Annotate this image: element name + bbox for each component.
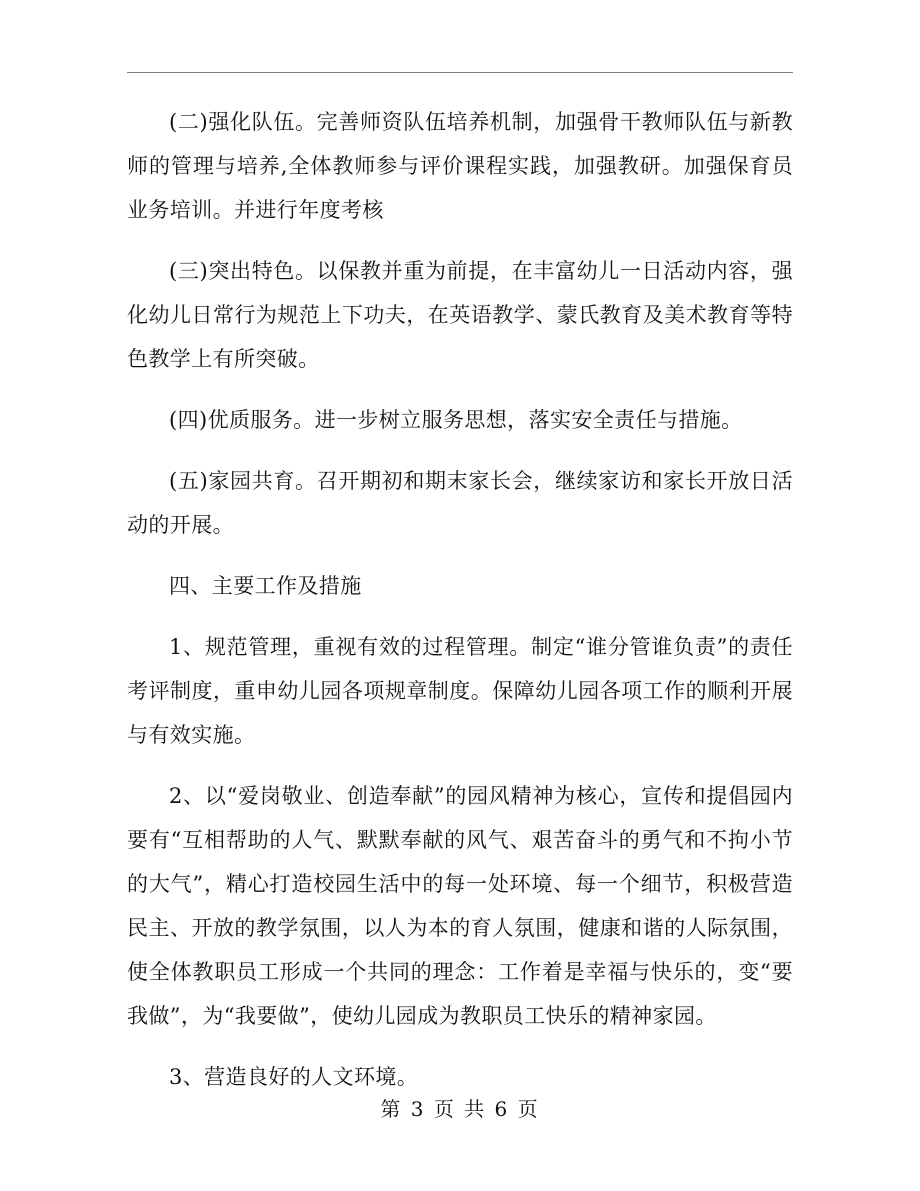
page-number: 第 3 页 共 6 页 xyxy=(380,1097,540,1121)
paragraph-home-school: (五)家园共育。召开期初和期末家长会，继续家访和家长开放日活动的开展。 xyxy=(127,469,793,537)
paragraph-quality-service: (四)优质服务。进一步树立服务思想，落实安全责任与措施。 xyxy=(169,408,743,432)
header-rule xyxy=(127,72,793,73)
section-heading-main-work: 四、主要工作及措施 xyxy=(169,574,362,598)
paragraph-item-2: 2、以“爱岗敬业、创造奉献”的园风精神为核心，宣传和提倡园内要有“互相帮助的人气、默默奉献的风气、艰苦奋斗的勇气和不拘小节的大气”，精心打造校园生活中的每一处环境、每一个细节，积极营造民主、开放的教学氛围，以人为本的育人氛围，健康和谐的人际氛围，使全体教职员工形成一个共同的理念：工作着是幸福与快乐的，变“要我做”，为“我要做”，使幼儿园成为教职员工快乐的精神家园。 xyxy=(127,784,793,1028)
paragraph-highlight-features: (三)突出特色。以保教并重为前提，在丰富幼儿一日活动内容，强化幼儿日常行为规范上下功夫，在英语教学、蒙氏教育及美术教育等特色教学上有所突破。 xyxy=(127,259,793,371)
paragraph-item-3: 3、营造良好的人文环境。 xyxy=(169,1065,419,1089)
document-body xyxy=(127,100,793,1099)
paragraph-item-1: 1、规范管理，重视有效的过程管理。制定“谁分管谁负责”的责任考评制度，重申幼儿园各项规章制度。保障幼儿园各项工作的顺利开展与有效实施。 xyxy=(127,635,793,747)
paragraph-strengthen-team: (二)强化队伍。完善师资队伍培养机制，加强骨干教师队伍与新教师的管理与培养,全体教师参与评价课程实践，加强教研。加强保育员业务培训。并进行年度考核 xyxy=(127,110,793,222)
